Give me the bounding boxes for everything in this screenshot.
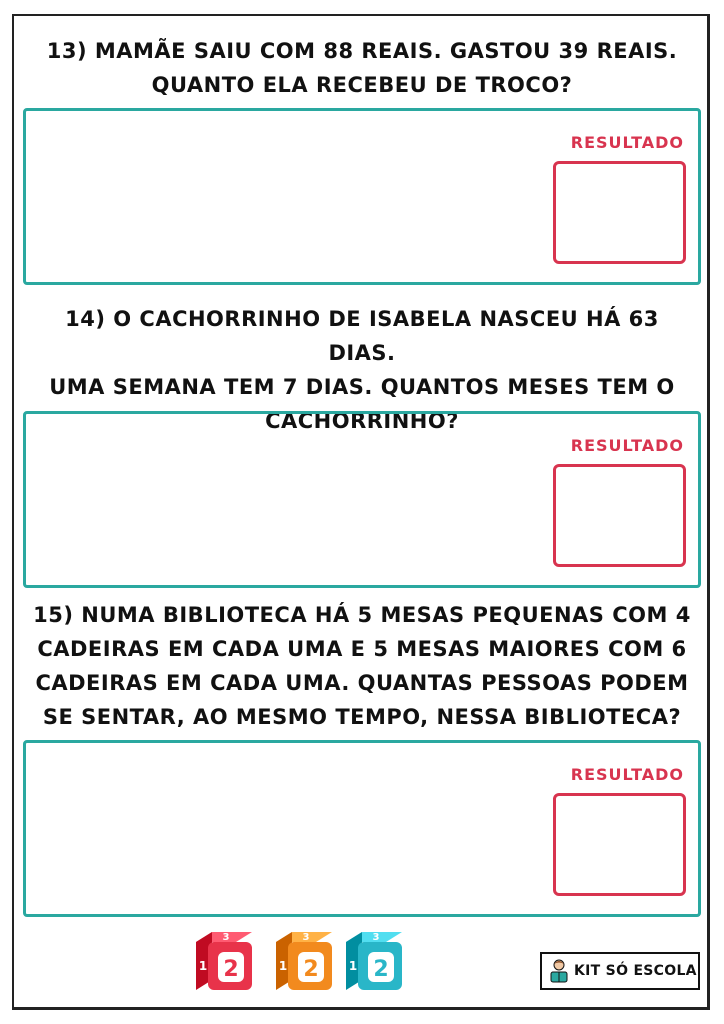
answer-box-15[interactable] [23,740,701,917]
question-line: QUANTO ELA RECEBEU DE TROCO? [151,73,573,97]
die-top-number: 3 [222,932,230,943]
kit-so-escola-logo [540,952,700,990]
die-side-number: 1 [348,959,358,973]
die-top-number: 3 [372,932,380,943]
number-die-icon [190,928,254,992]
question-line: CADEIRAS EM CADA UMA E 5 MESAS MAIORES COM 6 [37,637,687,661]
result-label: RESULTADO [570,765,684,784]
number-die-icon [340,928,404,992]
question-line: UMA SEMANA TEM 7 DIAS. QUANTOS MESES TEM O [49,375,675,399]
die-side-number: 1 [278,959,288,973]
question-line: 14) O CACHORRINHO DE ISABELA NASCEU HÁ 63 DIAS. [65,307,659,365]
question-15 [30,598,694,734]
student-reading-icon [548,958,570,984]
question-13 [30,34,694,102]
die-front-number: 2 [303,957,319,982]
answer-box-14[interactable] [23,411,701,588]
result-box[interactable] [553,793,686,896]
answer-box-13[interactable] [23,108,701,285]
question-line: 13) MAMÃE SAIU COM 88 REAIS. GASTOU 39 REAIS. [46,39,678,63]
question-line: SE SENTAR, AO MESMO TEMPO, NESSA BIBLIOTECA? [42,705,682,729]
result-box[interactable] [553,161,686,264]
die-front-number: 2 [373,957,389,982]
result-label: RESULTADO [570,436,684,455]
die-top-number: 3 [302,932,310,943]
die-front-number: 2 [223,957,239,982]
question-line: CADEIRAS EM CADA UMA. QUANTAS PESSOAS PODEM [35,671,689,695]
die-side-number: 1 [198,959,208,973]
result-box[interactable] [553,464,686,567]
number-die-icon [270,928,334,992]
logo-text: KIT SÓ ESCOLA [574,963,697,979]
question-line: CACHORRINHO? [265,409,459,433]
result-label: RESULTADO [570,133,684,152]
question-line: 15) NUMA BIBLIOTECA HÁ 5 MESAS PEQUENAS COM 4 [33,603,691,627]
